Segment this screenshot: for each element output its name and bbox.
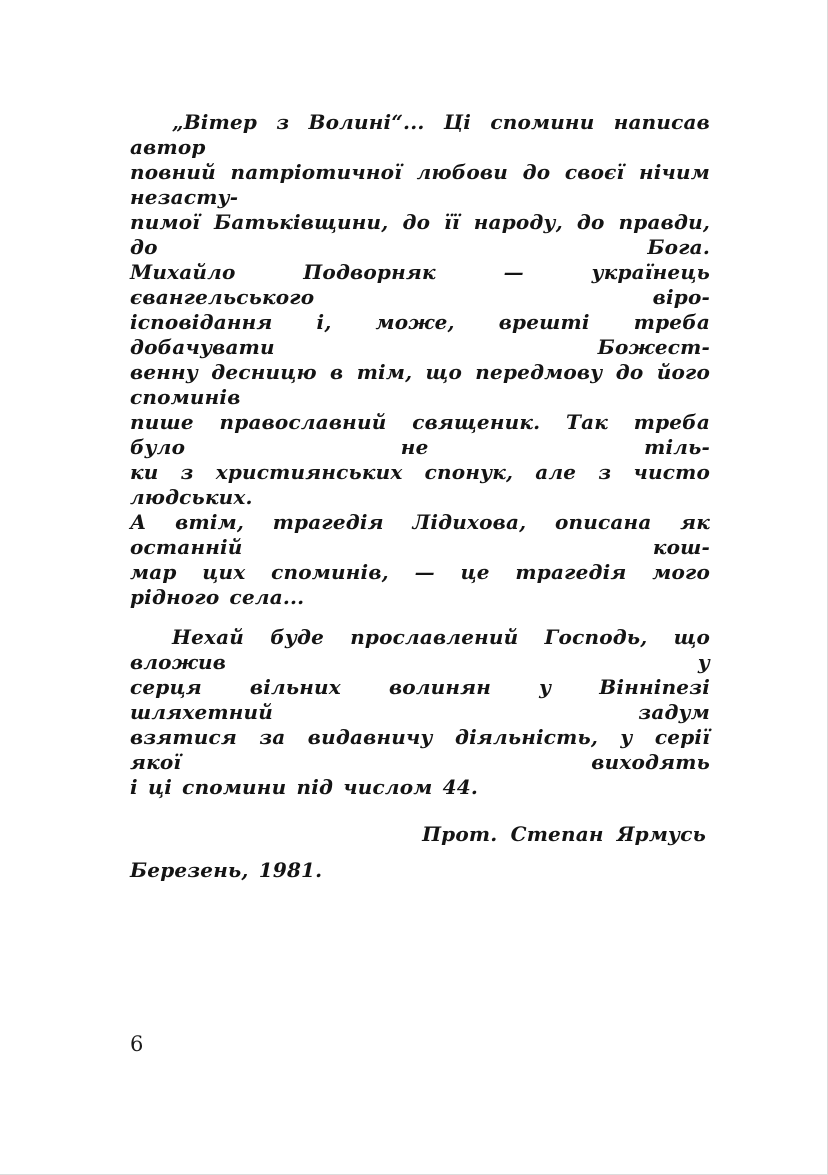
text-line: повний патріотичної любови до своєї нічим незасту- <box>130 160 710 209</box>
text-line: венну десницю в тім, що передмову до його споминів <box>130 360 710 409</box>
text-line: ки з християнських спонук, але з чисто людських. <box>130 460 710 509</box>
signature-line: Прот. Степан Ярмусь <box>422 822 706 846</box>
text-line: „Вітер з Волині“... Ці спомини написав автор <box>130 110 710 159</box>
text-line: мар цих споминів, — це трагедія мого рідного села... <box>130 560 710 609</box>
text-line: Нехай буде прославлений Господь, що вложив у <box>130 625 710 674</box>
text-block <box>130 110 710 883</box>
text-line: А втім, трагедія Лідихова, описана як останній кош- <box>130 510 710 559</box>
paragraph <box>130 625 710 800</box>
text-line: пимої Батьківщини, до її народу, до правди, до Бога. <box>130 210 710 259</box>
text-line: ісповідання і, може, врешті треба добачувати Божест- <box>130 310 710 359</box>
text-line: пише православний священик. Так треба було не тіль- <box>130 410 710 459</box>
text-line: і ці спомини під числом 44. <box>130 775 479 799</box>
text-line: Михайло Подворняк — українець євангельського віро- <box>130 260 710 309</box>
text-line: взятися за видавничу діяльність, у серії якої виходять <box>130 725 710 774</box>
paragraph-container <box>130 110 710 800</box>
text-line: серця вільних волинян у Вінніпезі шляхетний задум <box>130 675 710 724</box>
paragraph <box>130 110 710 610</box>
page-number: 6 <box>130 1032 144 1056</box>
date-line: Березень, 1981. <box>130 858 323 882</box>
